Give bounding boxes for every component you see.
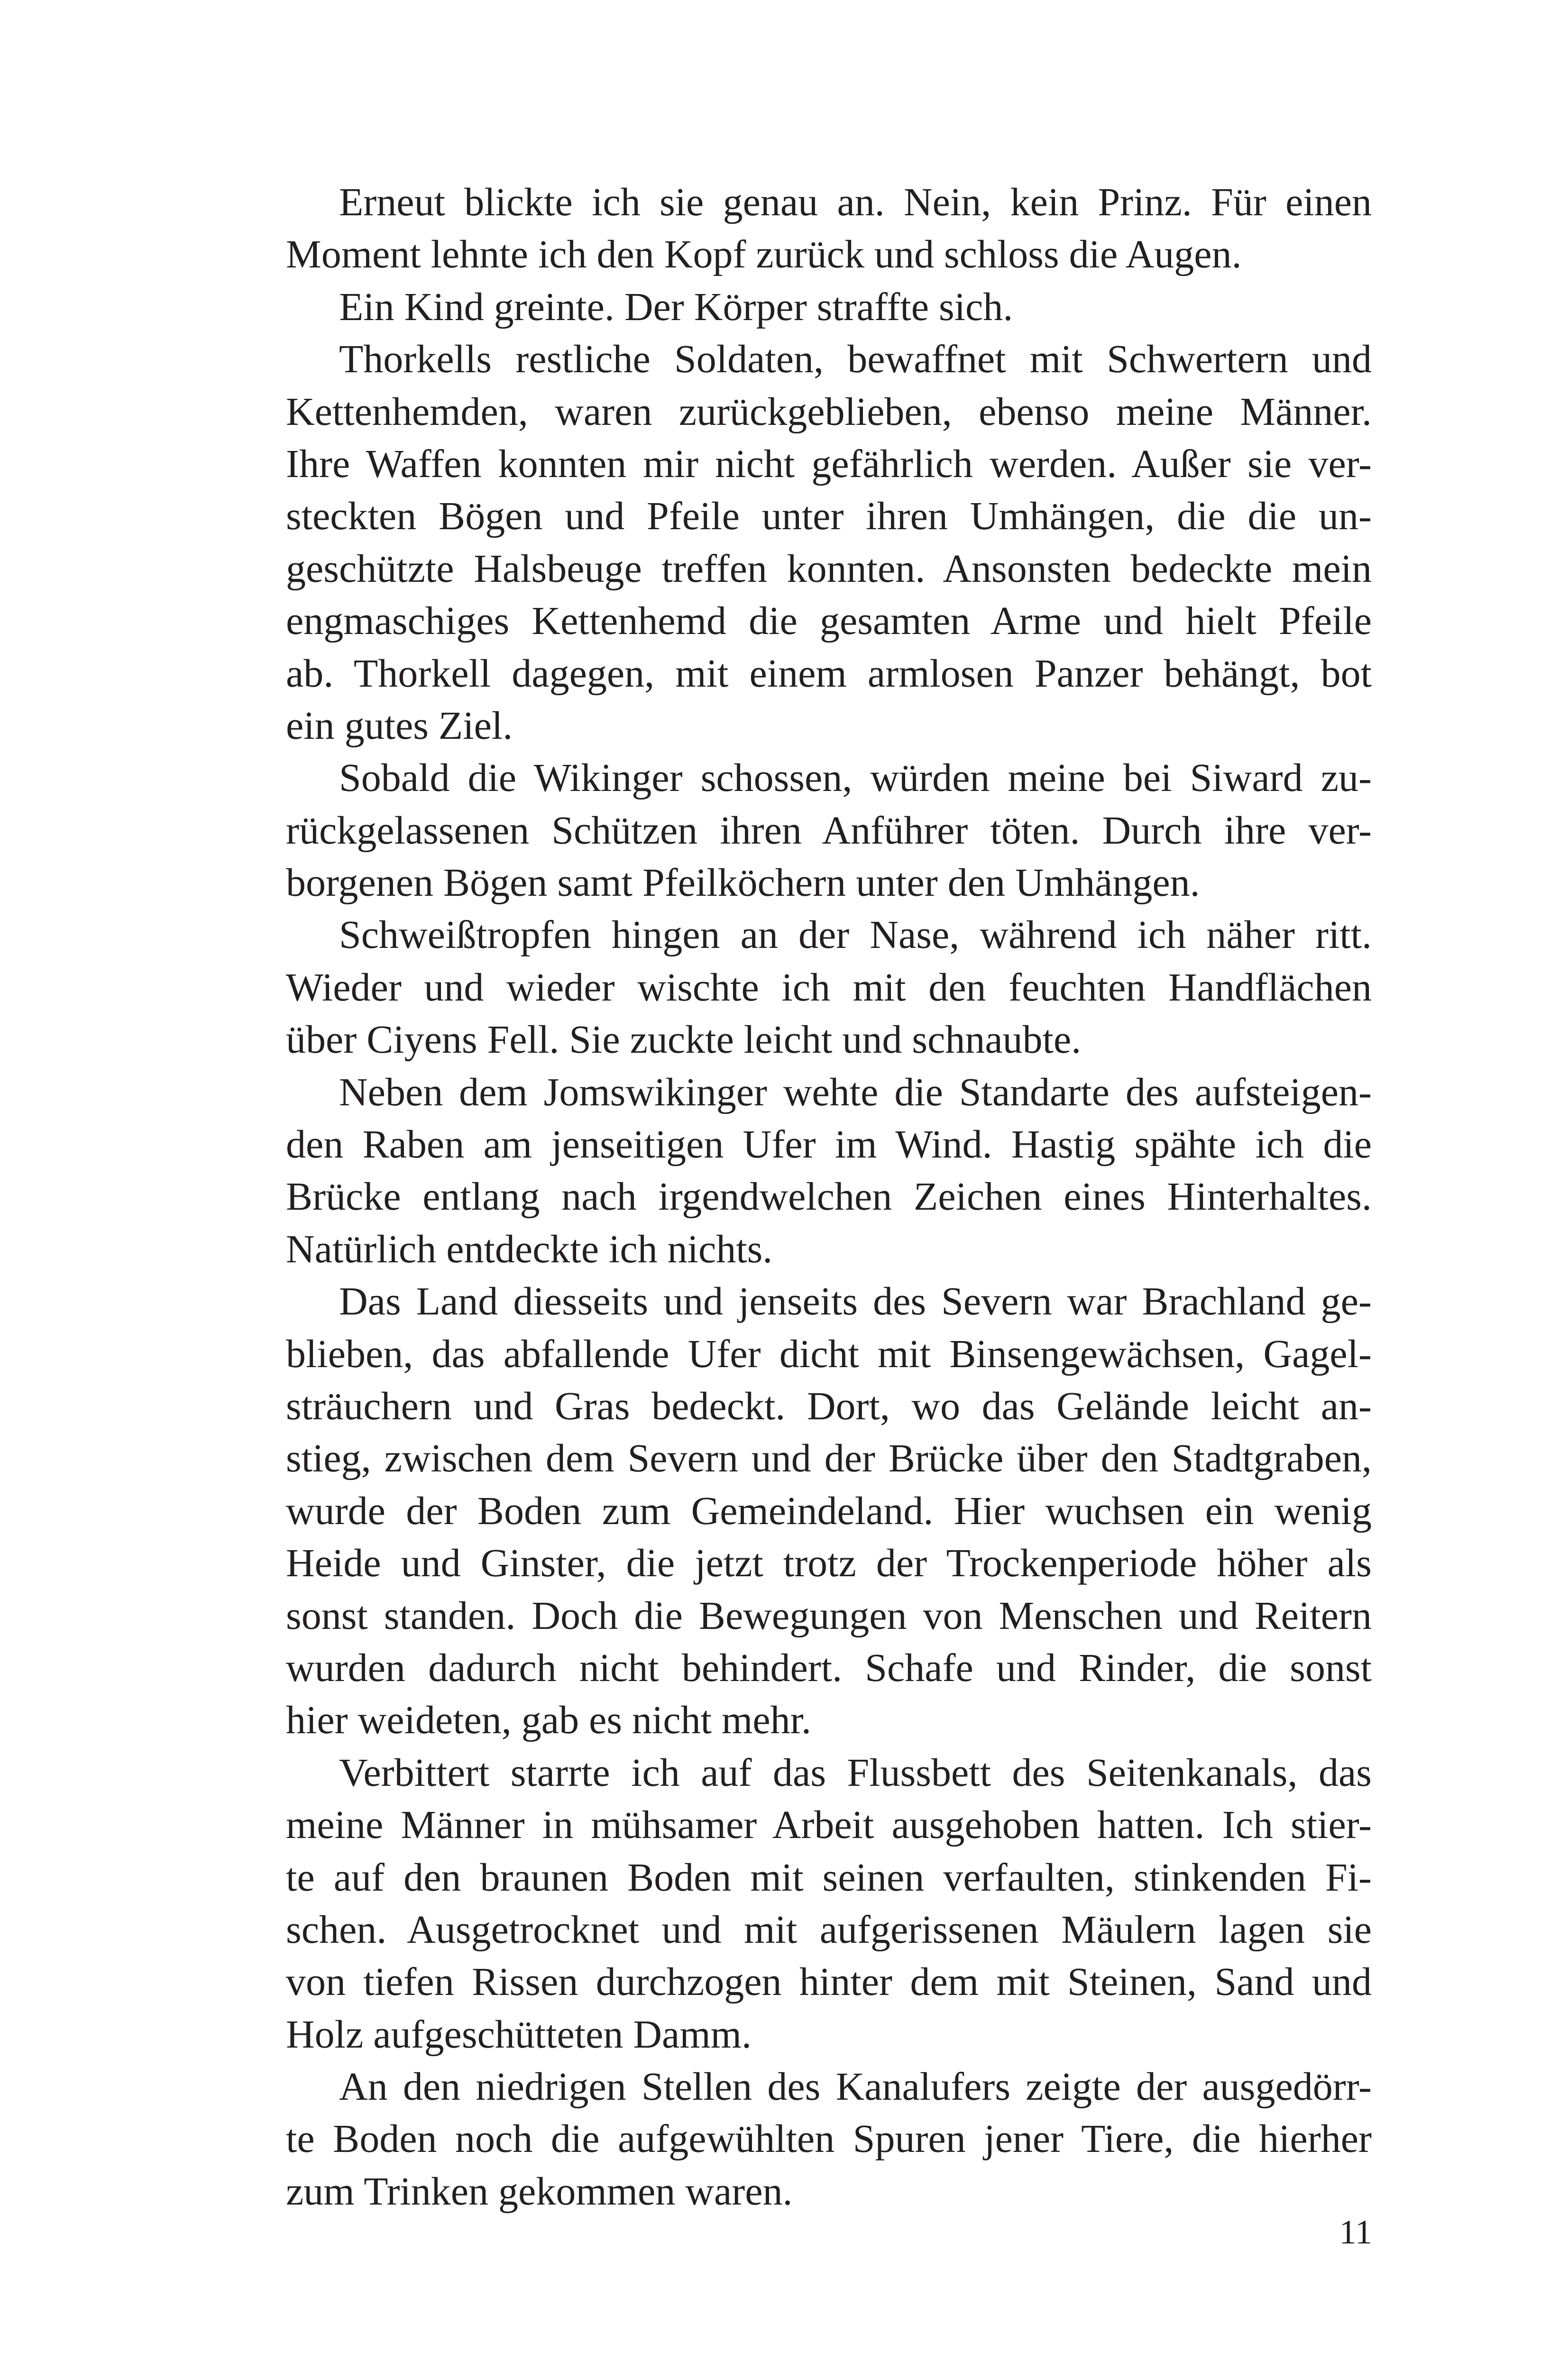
- text-line: borgenen Bögen samt Pfeilköchern unter den Umhängen.: [286, 861, 1200, 905]
- text-line: Das Land diesseits und jenseits des Severn war Brachland ge-: [339, 1279, 1372, 1324]
- text-line: ab. Thorkell dagegen, mit einem armlosen Panzer behängt, bot: [286, 651, 1372, 696]
- body-text: [286, 176, 1372, 2218]
- text-line: Verbittert starrte ich auf das Flussbett des Seitenkanals, das: [339, 1750, 1372, 1795]
- text-line: rückgelassenen Schützen ihren Anführer töten. Durch ihre ver-: [286, 808, 1372, 853]
- text-line: schen. Ausgetrocknet und mit aufgerissenen Mäulern lagen sie: [286, 1907, 1372, 1952]
- text-line: Thorkells restliche Soldaten, bewaffnet mit Schwertern und: [339, 337, 1372, 382]
- text-line: engmaschiges Kettenhemd die gesamten Arme und hielt Pfeile: [286, 599, 1372, 643]
- text-line: Natürlich entdeckte ich nichts.: [286, 1227, 773, 1271]
- page-number: 11: [1339, 2213, 1372, 2251]
- text-line: Neben dem Jomswikinger wehte die Standarte des aufsteigen-: [339, 1070, 1372, 1114]
- text-line: ein gutes Ziel.: [286, 703, 513, 748]
- text-line: Sobald die Wikinger schossen, würden meine bei Siward zu-: [339, 756, 1372, 800]
- text-line: steckten Bögen und Pfeile unter ihren Umhängen, die die un-: [286, 494, 1372, 539]
- text-line: wurden dadurch nicht behindert. Schafe und Rinder, die sonst: [286, 1645, 1372, 1690]
- text-line: Moment lehnte ich den Kopf zurück und schloss die Augen.: [286, 232, 1242, 277]
- text-line: te auf den braunen Boden mit seinen verfaulten, stinkenden Fi-: [286, 1855, 1372, 1900]
- text-line: stieg, zwischen dem Severn und der Brücke über den Stadtgraben,: [286, 1436, 1372, 1481]
- text-line: blieben, das abfallende Ufer dicht mit Binsengewächsen, Gagel-: [286, 1332, 1372, 1376]
- text-line: den Raben am jenseitigen Ufer im Wind. Hastig spähte ich die: [286, 1122, 1372, 1167]
- text-line: An den niedrigen Stellen des Kanalufers zeigte der ausgedörr-: [339, 2065, 1372, 2109]
- text-line: Wieder und wieder wischte ich mit den feuchten Handflächen: [286, 965, 1372, 1010]
- text-line: wurde der Boden zum Gemeindeland. Hier wuchsen ein wenig: [286, 1489, 1372, 1533]
- text-line: zum Trinken gekommen waren.: [286, 2169, 793, 2214]
- text-line: von tiefen Rissen durchzogen hinter dem mit Steinen, Sand und: [286, 1960, 1372, 2004]
- text-line: geschützte Halsbeuge treffen konnten. Ansonsten bedeckte mein: [286, 546, 1372, 591]
- text-line: Ein Kind greinte. Der Körper straffte sich.: [339, 285, 1013, 329]
- text-line: Erneut blickte ich sie genau an. Nein, kein Prinz. Für einen: [339, 180, 1372, 224]
- text-line: Holz aufgeschütteten Damm.: [286, 2012, 752, 2057]
- text-line: Kettenhemden, waren zurückgeblieben, ebenso meine Männer.: [286, 389, 1372, 434]
- text-line: Schweißtropfen hingen an der Nase, während ich näher ritt.: [339, 913, 1372, 957]
- text-line: hier weideten, gab es nicht mehr.: [286, 1698, 811, 1743]
- text-line: sonst standen. Doch die Bewegungen von Menschen und Reitern: [286, 1593, 1372, 1638]
- text-line: Brücke entlang nach irgendwelchen Zeichen eines Hinterhaltes.: [286, 1175, 1372, 1219]
- text-line: te Boden noch die aufgewühlten Spuren jener Tiere, die hierher: [286, 2117, 1372, 2161]
- text-line: Ihre Waffen konnten mir nicht gefährlich werden. Außer sie ver-: [286, 441, 1372, 486]
- text-line: über Ciyens Fell. Sie zuckte leicht und schnaubte.: [286, 1018, 1082, 1062]
- text-line: meine Männer in mühsamer Arbeit ausgehoben hatten. Ich stier-: [286, 1803, 1372, 1847]
- text-line: Heide und Ginster, die jetzt trotz der Trockenperiode höher als: [286, 1541, 1372, 1586]
- text-line: sträuchern und Gras bedeckt. Dort, wo das Gelände leicht an-: [286, 1384, 1372, 1428]
